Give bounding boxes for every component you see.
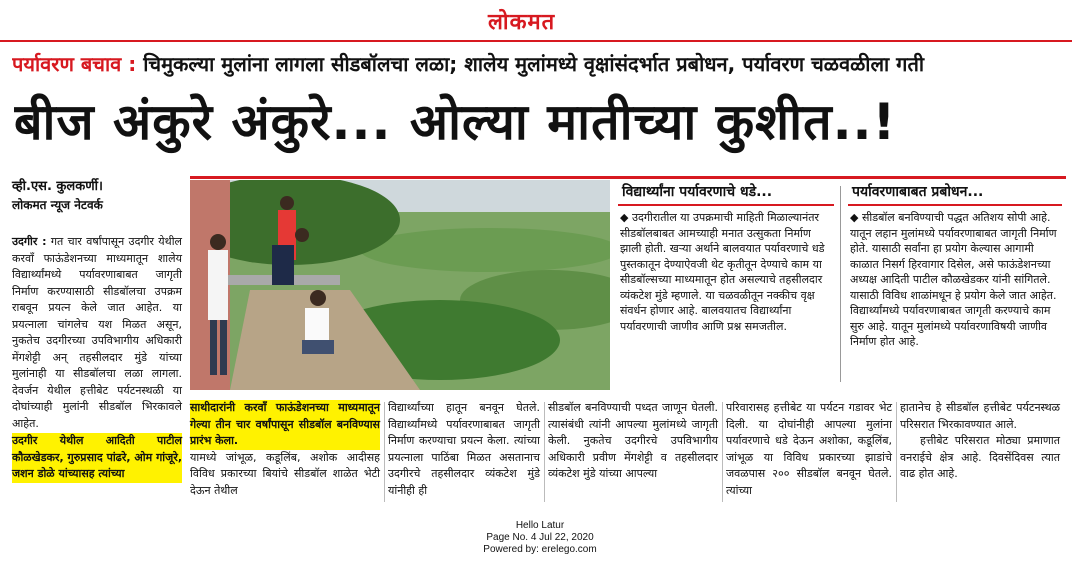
body-column-4 <box>726 400 892 499</box>
column-text: हातानेच हे सीडबॉल हत्तीबेट पर्यटनस्थळ परिसरात भिरकावण्यात आले. <box>900 401 1060 431</box>
column-text: सीडबॉल बनविण्याची पध्दत जाणून घेतली. त्यासंबंधी त्यांनी आपल्या मुलांमध्ये जागृती केली. नुकतेच उदगीरचे उपविभागीय अधिकारी प्रवीण मेंगशेट्टी व तहसीलदार व्यंकटेश मुंडे यांच्या आपल्या <box>548 401 718 480</box>
column-text: हत्तीबेट परिसरात मोठ्या प्रमाणात वनराईचे क्षेत्र आहे. दिवसेंदिवस त्यात वाढ होत आहे. <box>900 434 1060 480</box>
body-column-5 <box>900 400 1060 483</box>
column-text: परिवारासह हत्तीबेट या पर्यटन गडावर भेट दिली. या दोघांनीही आपल्या मुलांना पर्यावरणाचे धडे देऊन अशोका, कडूलिंब, जांभूळ या विविध प्रकारच्या झाडांचे जवळपास २०० सीडबॉल बनवून घेतले. त्यांच्या <box>726 401 892 497</box>
byline-author: व्ही.एस. कुलकर्णी। <box>12 179 103 194</box>
body-column-1 <box>190 400 380 499</box>
kicker-label: पर्यावरण बचाव : <box>12 52 137 76</box>
section-rule <box>190 176 1066 179</box>
column-divider <box>840 186 841 382</box>
kicker-text: चिमुकल्या मुलांना लागला सीडबॉलचा लळा; शालेय मुलांमध्ये वृक्षांसंदर्भात प्रबोधन, पर्यावरण चळवळीला गती <box>143 52 925 76</box>
left-column <box>12 234 182 483</box>
byline <box>12 178 182 214</box>
dateline: उदगीर : <box>12 235 47 248</box>
column-divider <box>896 402 897 502</box>
left-highlight: उदगीर येथील आदिती पाटील कौळखेडकर, गुरुप्रसाद पांढरे, ओम गांजूरे, जशन डोळे यांच्यासह त्यांच्या <box>12 433 182 483</box>
box-text: ◆ उदगीरातील या उपक्रमाची माहिती मिळाल्यानंतर सीडबॉलबाबत आमच्याही मनात उत्सुकता निर्माण झाली होती. खऱ्या अर्थाने बालवयात पर्यावरणाचे धडे पुस्तकातून देण्याऐवजी थेट कृतीतून देण्याचे काम या सीडबॉल्सच्या माध्यमातून होत असल्याचे तहसीलदार व्यंकटेश मुंडे म्हणाले. या चळवळीतून नक्कीच वृक्ष संवर्धन होणार आहे. बालवयातच विद्यार्थ्यांना पर्यावरणाची जाणीव आणि प्रश्न समजतील. <box>620 211 825 333</box>
headline: बीज अंकुरे अंकुरे... ओल्या मातीच्या कुशीत..! <box>14 93 897 151</box>
sidebar-box-awareness <box>848 180 1062 385</box>
photo-illustration <box>190 180 610 390</box>
column-divider <box>544 402 545 502</box>
box-title: विद्यार्थ्यांना पर्यावरणाचे धडे... <box>618 180 834 206</box>
footer-page-date: Page No. 4 Jul 22, 2020 <box>486 532 594 543</box>
lokmat-logo: लोकमत <box>488 10 556 35</box>
page-footer <box>440 520 640 556</box>
sidebar-box-student-lessons <box>618 180 834 385</box>
footer-powered-by: Powered by: erelego.com <box>483 544 597 555</box>
article-photo <box>190 180 610 390</box>
byline-org: लोकमत न्यूज नेटवर्क <box>12 198 103 212</box>
column-text: यामध्ये जांभूळ, कडूलिंब, अशोक आदीसह विविध प्रकारच्या बियांचे सीडबॉल शाळेत भेटी देऊन तेथील <box>190 450 380 497</box>
column-divider <box>384 402 385 502</box>
lead-paragraph: गत चार वर्षांपासून उदगीर येथील करवाँ फाऊंडेशनच्या माध्यमातून शालेय विद्यार्थ्यांमध्ये पर्यावरणाबाबत जागृती निर्माण करण्यासाठी सीडबॉलचा उपक्रम राबवून प्रयत्न केले जात आहेत. या प्रयत्नाला चांगलेच यश मिळत असून, नुकतेच उदगीरच्या उपविभागीय अधिकारी मेंगशेट्टी अन् तहसीलदार मुंडे यांच्या मुलांनाही या सीडबॉलचा लळा लागला. देवर्जन येथील हत्तीबेट पर्यटनस्थळी या दोघांच्याही मुलांनी सीडबॉल भिरकावले आहेत. <box>12 235 183 430</box>
column-divider <box>722 402 723 502</box>
box-title: पर्यावरणाबाबत प्रबोधन... <box>848 180 1062 206</box>
column-text: विद्यार्थ्यांच्या हातून बनवून घेतले. विद्यार्थ्यांमध्ये पर्यावरणाबाबत जागृती निर्माण करण्याचा प्रयत्न केला. त्यांच्या प्रयत्नाला पाठिंबा मिळत असतानाच उदगीरचे तहसीलदार व्यंकटेश मुंडे यांनीही ही <box>388 401 540 497</box>
box-text: ◆ सीडबॉल बनविण्याची पद्धत अतिशय सोपी आहे. यातून लहान मुलांमध्ये पर्यावरणाबाबत जागृती निर्माण होते. यासाठी सर्वांना हा प्रयोग केल्यास आगामी काळात निसर्ग हिरवागार दिसेल, असे फाऊंडेशनच्या अध्यक्ष आदिती पाटील कौळखेडकर यांनी सांगितले. यासाठी विविध शाळांमधून हे प्रयोग केले जात आहेत. विद्यार्थ्यांमध्ये पर्यावरणाबाबत जागृती करण्याचे काम सुरु आहे. यातून मुलांमध्ये पर्यावरणाविषयी जाणीव निर्माण होत आहे. <box>850 211 1057 348</box>
kicker-row <box>12 50 1062 84</box>
masthead <box>0 0 1072 42</box>
body-column-3 <box>548 400 718 483</box>
body-column-2 <box>388 400 540 499</box>
column-highlight: साथीदारांनी करवाँ फाऊंडेशनच्या माध्यमातून गेल्या तीन चार वर्षांपासून सीडबॉल बनविण्यास प्रारंभ केला. <box>190 400 380 450</box>
footer-edition: Hello Latur <box>515 520 565 531</box>
